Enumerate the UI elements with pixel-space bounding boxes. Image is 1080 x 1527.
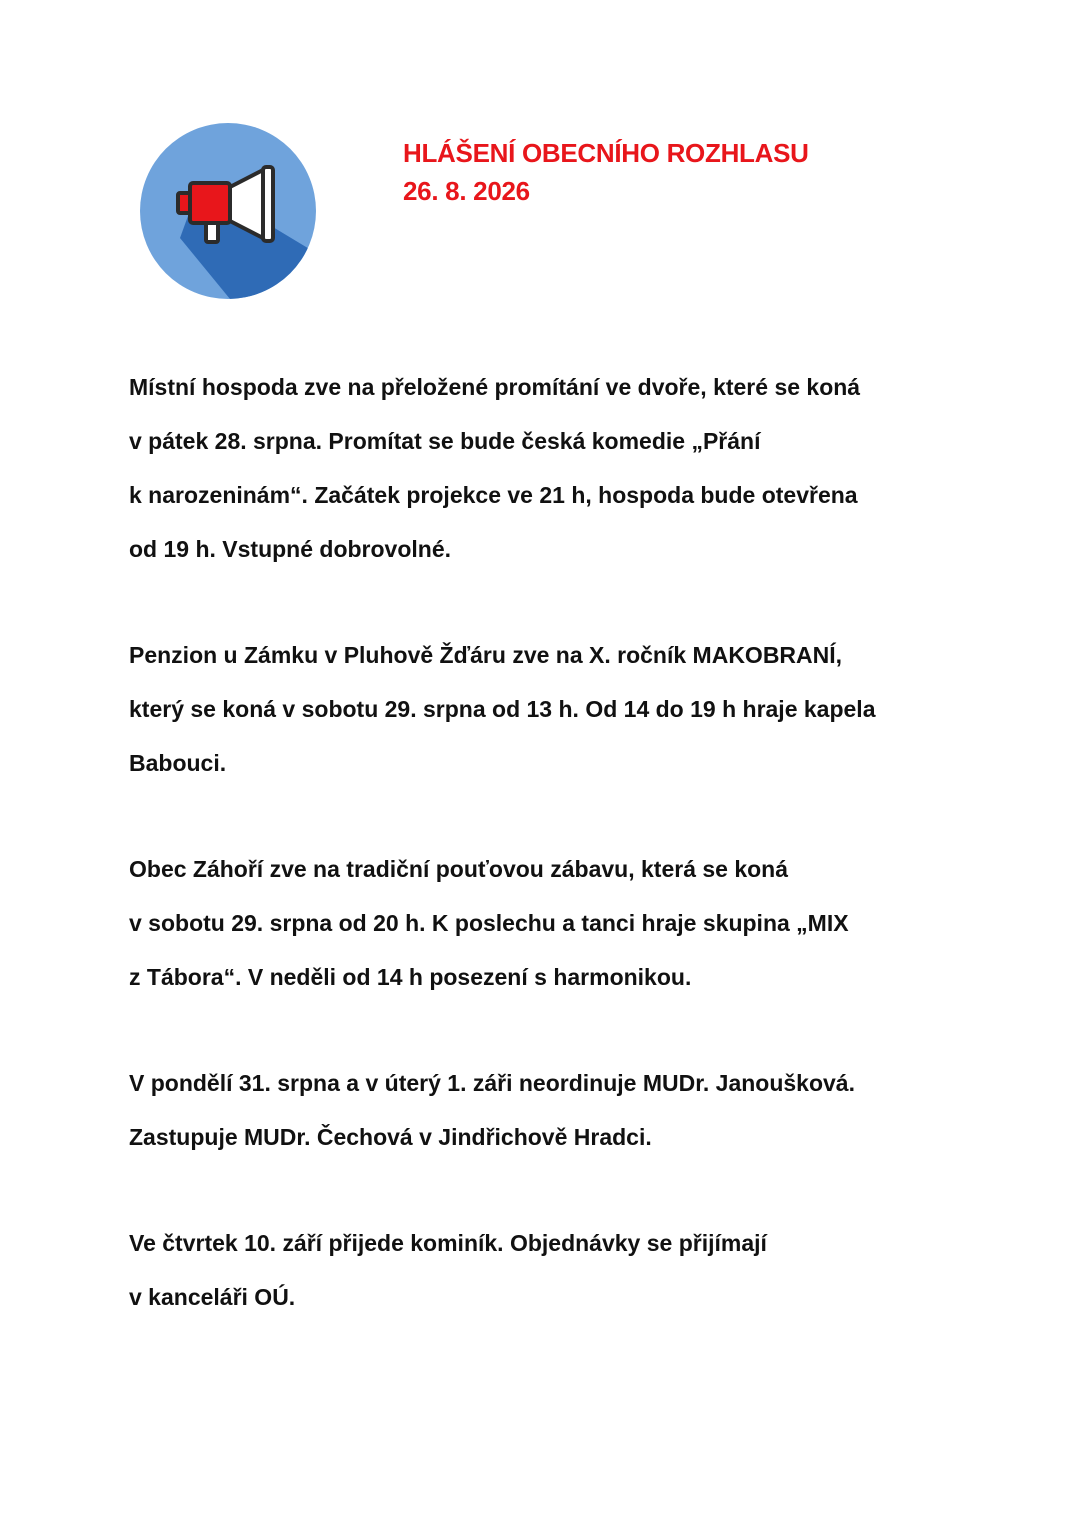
text-line: z Tábora“. V neděli od 14 h posezení s harmonikou.	[129, 964, 692, 990]
announcement-makobrani	[129, 628, 989, 790]
text-line: Babouci.	[129, 750, 227, 776]
announcement-pub-screening	[129, 360, 989, 576]
header	[403, 134, 809, 210]
text-line: v sobotu 29. srpna od 20 h. K poslechu a tanci hraje skupina „MIX	[129, 910, 849, 936]
announcement-date: 26. 8. 2026	[403, 176, 530, 206]
megaphone-icon	[140, 123, 316, 299]
text-line: v kanceláři OÚ.	[129, 1284, 296, 1310]
text-line: od 19 h. Vstupné dobrovolné.	[129, 536, 452, 562]
text-line: v pátek 28. srpna. Promítat se bude česká komedie „Přání	[129, 428, 761, 454]
text-line: Zastupuje MUDr. Čechová v Jindřichově Hradci.	[129, 1124, 652, 1150]
announcements	[129, 360, 989, 1376]
text-line: V pondělí 31. srpna a v úterý 1. záři neordinuje MUDr. Janoušková.	[129, 1070, 855, 1096]
text-line: Místní hospoda zve na přeložené promítání ve dvoře, které se koná	[129, 374, 861, 400]
text-line: Penzion u Zámku v Pluhově Žďáru zve na X. ročník MAKOBRANÍ,	[129, 642, 843, 668]
announcement-doctor	[129, 1056, 989, 1164]
page-title: HLÁŠENÍ OBECNÍHO ROZHLASU	[403, 138, 809, 168]
announcement-zahori-party	[129, 842, 989, 1004]
text-line: Ve čtvrtek 10. září přijede kominík. Objednávky se přijímají	[129, 1230, 767, 1256]
text-line: Obec Záhoří zve na tradiční pouťovou zábavu, která se koná	[129, 856, 789, 882]
text-line: který se koná v sobotu 29. srpna od 13 h. Od 14 do 19 h hraje kapela	[129, 696, 876, 722]
announcement-chimney-sweep	[129, 1216, 989, 1324]
text-line: k narozeninám“. Začátek projekce ve 21 h, hospoda bude otevřena	[129, 482, 858, 508]
